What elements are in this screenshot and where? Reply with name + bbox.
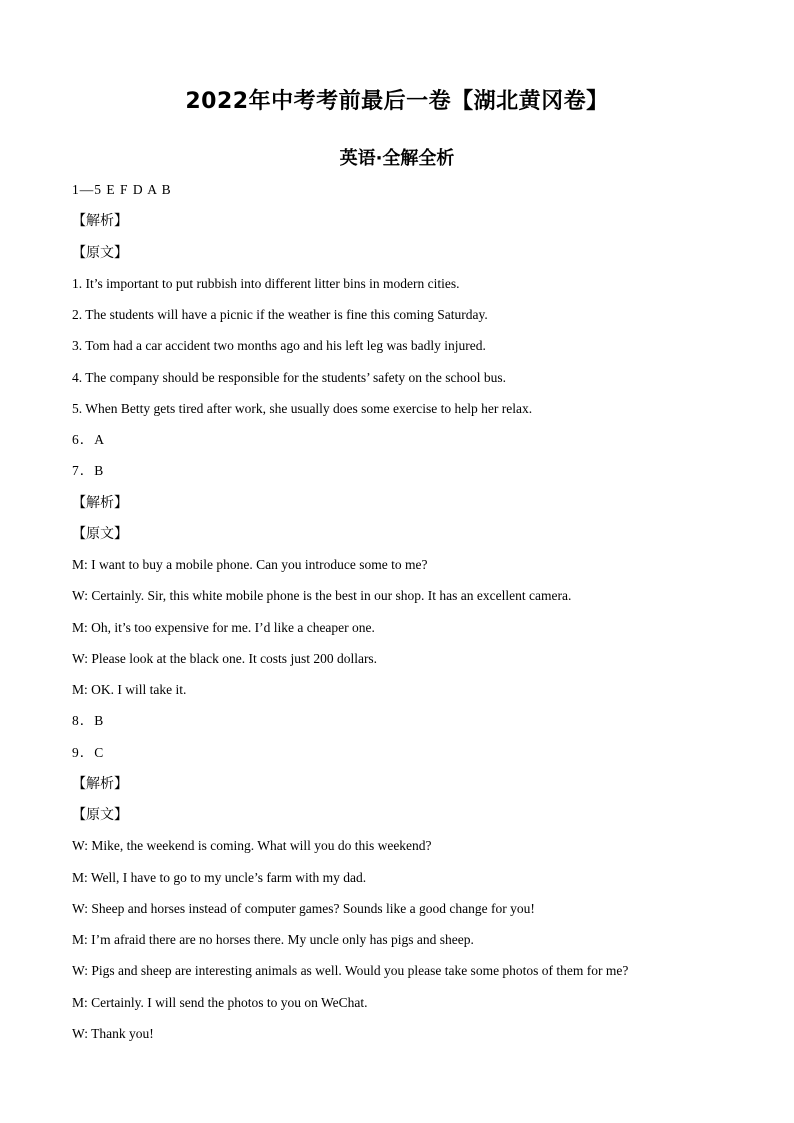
answer-line: 9．C (72, 744, 105, 760)
answer-line: 6．A (72, 432, 105, 447)
answer-line: 1—5 E F D A B (72, 182, 172, 197)
page-subtitle: 英语·全解全析 (339, 148, 455, 169)
text-line: 4. The company should be responsible for the students’ safety on the school bus. (72, 369, 507, 385)
text-line: 5. When Betty gets tired after work, she usually does some exercise to help her relax. (72, 400, 533, 416)
original-text-heading: 【原文】 (72, 525, 128, 542)
dialogue-line: M: I want to buy a mobile phone. Can you introduce some to me? (72, 557, 428, 572)
dialogue-line: M: Oh, it’s too expensive for me. I’d like a cheaper one. (72, 619, 375, 635)
document-body (72, 178, 722, 1053)
analysis-heading: 【解析】 (72, 213, 128, 230)
answer-line: 8．B (72, 713, 105, 729)
answer-line: 7．B (72, 463, 105, 479)
dialogue-line: W: Pigs and sheep are interesting animals as well. Would you please take some photos of them for me? (72, 963, 629, 979)
original-text-heading: 【原文】 (72, 807, 128, 823)
dialogue-line: W: Sheep and horses instead of computer games? Sounds like a good change for you! (72, 900, 535, 916)
text-line: 2. The students will have a picnic if the weather is fine this coming Saturday. (72, 307, 488, 322)
analysis-heading: 【解析】 (72, 775, 128, 792)
text-line: 3. Tom had a car accident two months ago and his left leg was badly injured. (72, 338, 486, 354)
dialogue-line: M: Certainly. I will send the photos to you on WeChat. (72, 994, 368, 1010)
text-line: 1. It’s important to put rubbish into different litter bins in modern cities. (72, 275, 460, 291)
dialogue-line: W: Thank you! (72, 1025, 154, 1041)
dialogue-line: M: I’m afraid there are no horses there. My uncle only has pigs and sheep. (72, 932, 474, 947)
dialogue-line: W: Mike, the weekend is coming. What will you do this weekend? (72, 838, 432, 854)
dialogue-line: W: Please look at the black one. It costs just 200 dollars. (72, 650, 378, 666)
analysis-heading: 【解析】 (72, 494, 128, 511)
dialogue-line: M: Well, I have to go to my uncle’s farm with my dad. (72, 869, 367, 885)
original-text-heading: 【原文】 (72, 244, 128, 261)
dialogue-line: W: Certainly. Sir, this white mobile phone is the best in our shop. It has an excellent camera. (72, 588, 572, 604)
page-title: 2022年中考考前最后一卷【湖北黄冈卷】 (185, 89, 609, 114)
dialogue-line: M: OK. I will take it. (72, 682, 187, 697)
